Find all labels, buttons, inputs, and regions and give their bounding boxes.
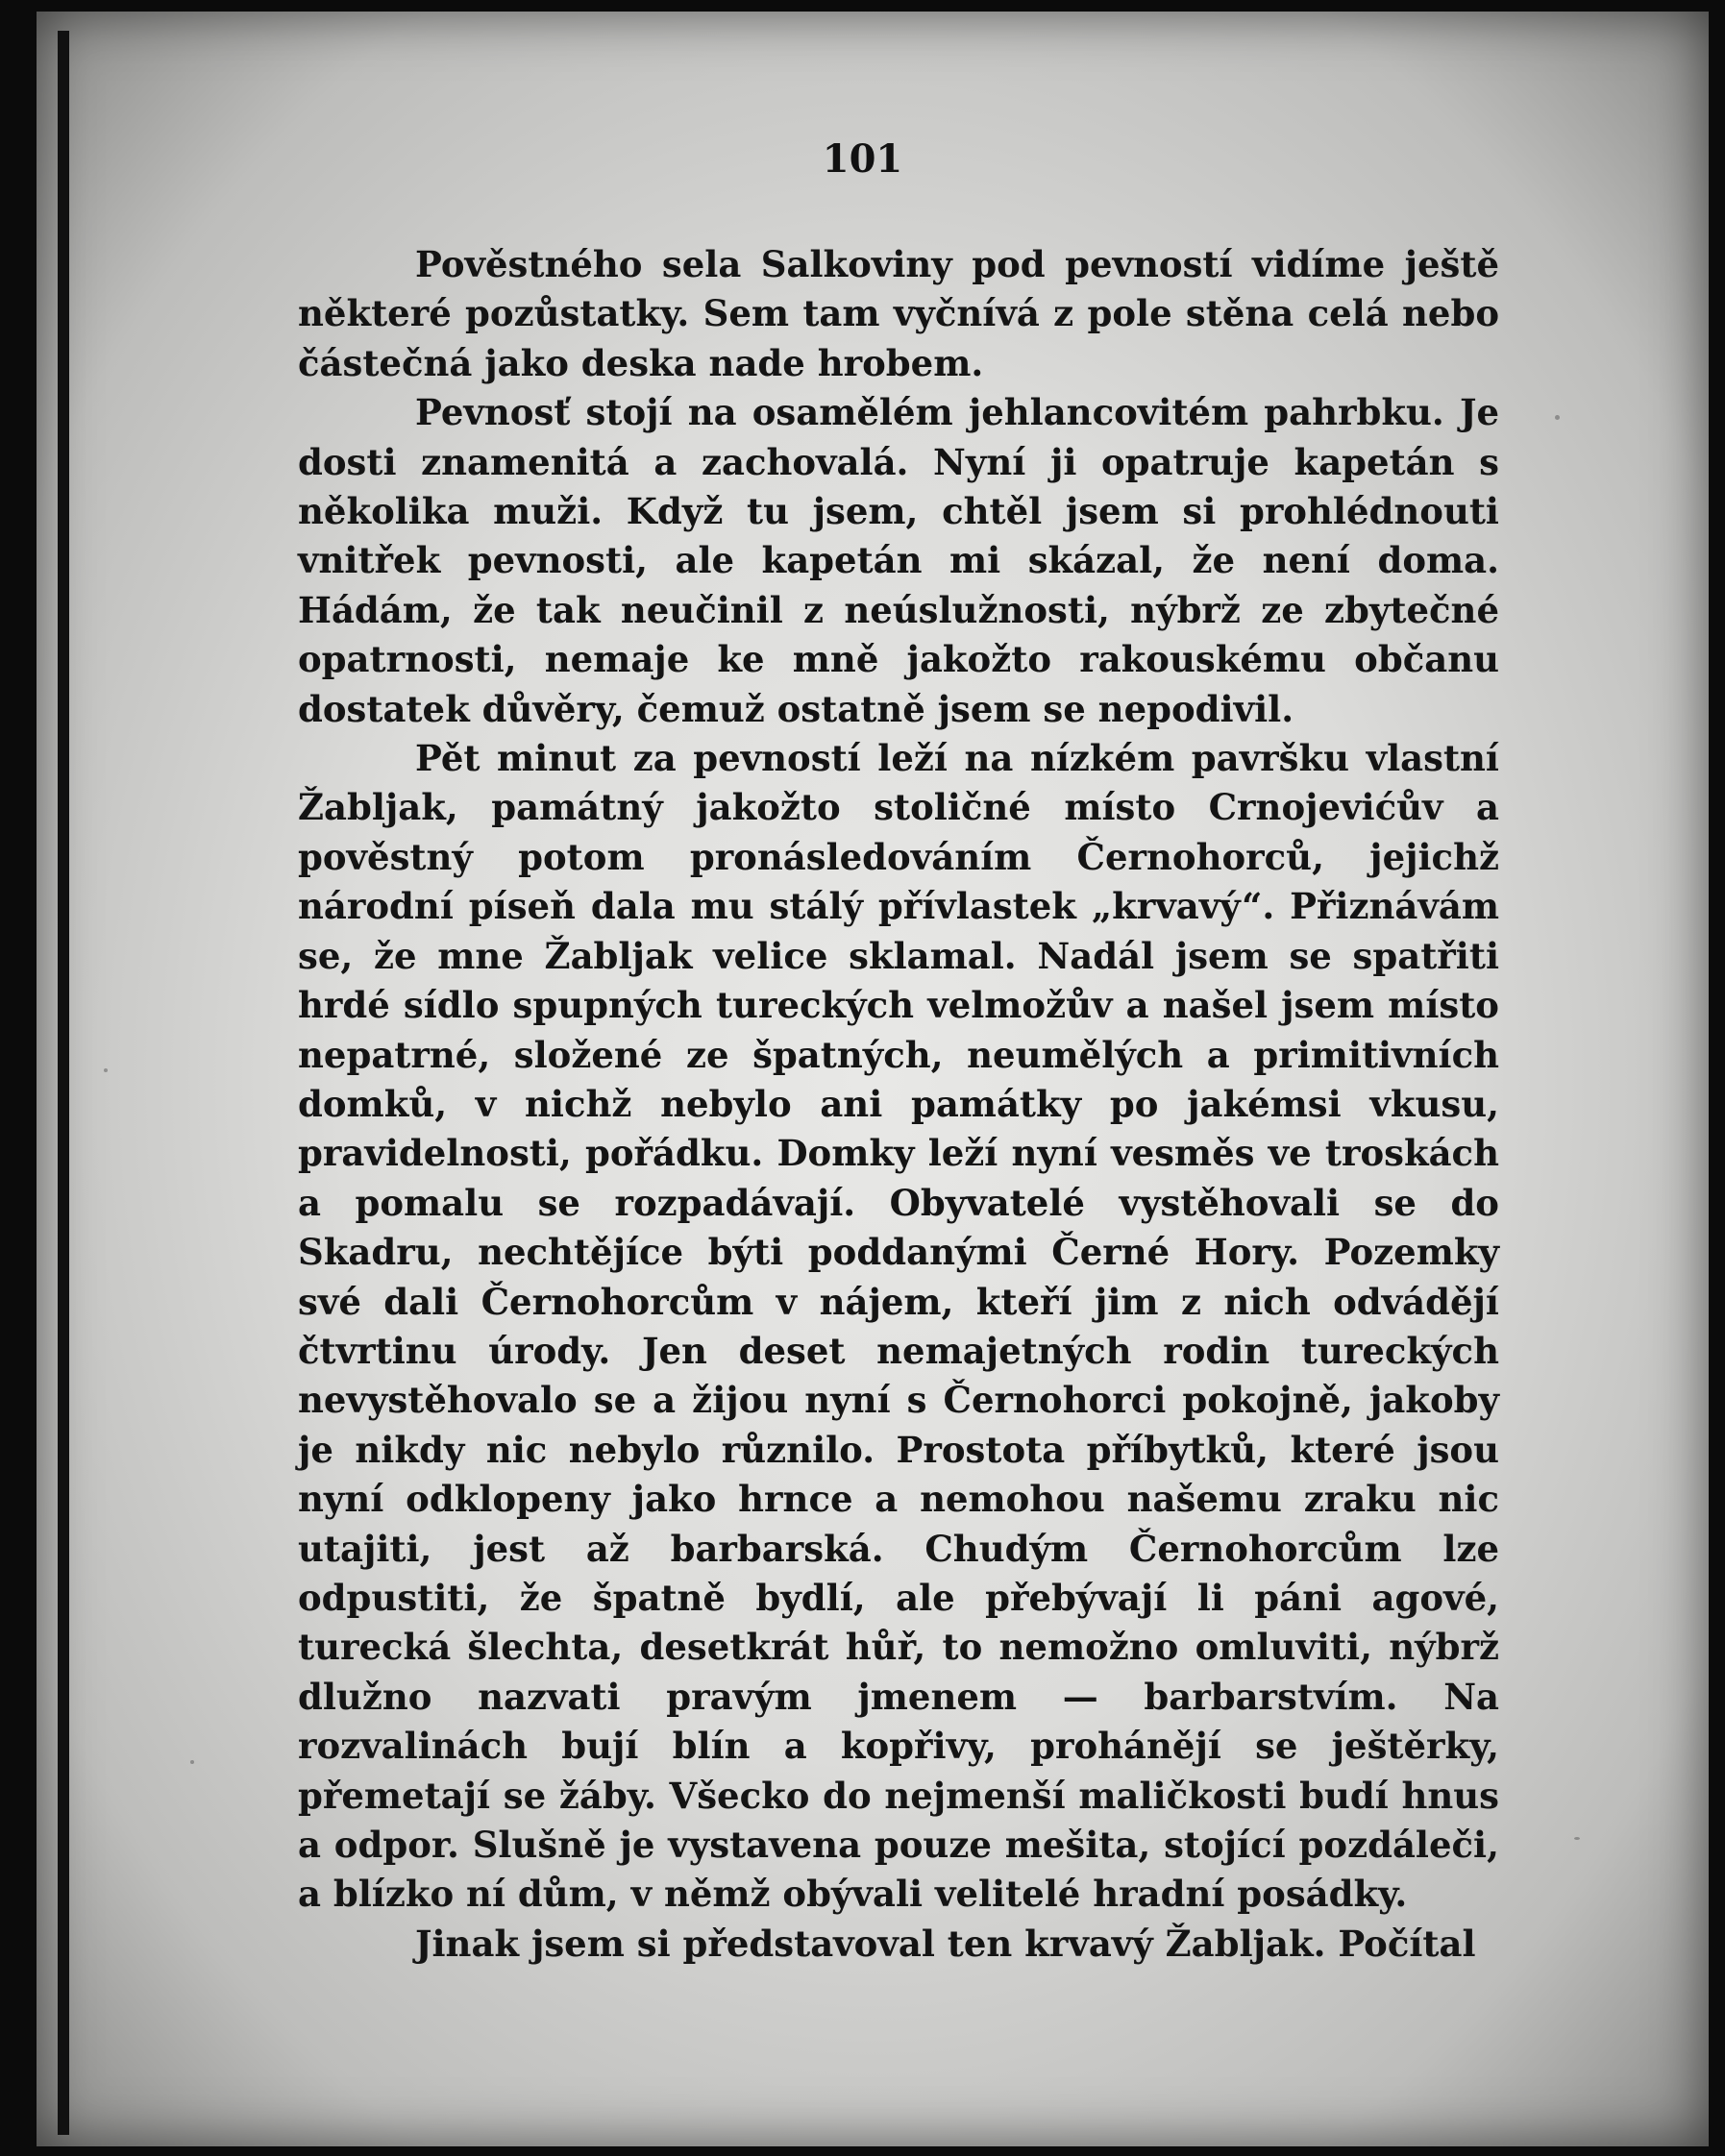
dust-speck [1555, 415, 1560, 420]
page-binding-edge [58, 31, 69, 2135]
dust-speck [1574, 1837, 1580, 1840]
body-text [298, 240, 1499, 1969]
dust-speck [190, 1760, 194, 1764]
page-number: 101 [822, 136, 903, 182]
paragraph-pevnost: Pevnosť stojí na osamělém jehlancovitém pahrbku. Je dosti znamenitá a zachovalá. Nyní ji opatruje kapetán s několika muži. Když tu jsem, chtěl jsem si prohlédnouti vnitřek pevnosti, ale kapetán mi skázal, že není doma. Hádám, že tak neučinil z neúslužnosti, nýbrž ze zbytečné opatrnosti, nemaje ke mně jakožto rakouskému občanu dostatek důvěry, čemuž ostatně jsem se nepodivil. [298, 391, 1499, 730]
dust-speck [104, 1068, 108, 1072]
paragraph-salkovina: Pověstného sela Salkoviny pod pevností vidíme ještě některé pozůstatky. Sem tam vyčnívá z pole stěna celá nebo částečná jako deska nade hrobem. [298, 243, 1499, 384]
paragraph-zabljak: Pět minut za pevností leží na nízkém pavršku vlastní Žabljak, památný jakožto stoličné místo Crnojevićův a pověstný potom pronásledováním Černohorců, jejichž národní píseň dala mu stálý přívlastek „krvavý“. Přiznávám se, že mne Žabljak velice sklamal. Nadál jsem se spatřiti hrdé sídlo spupných tureckých velmožův a našel jsem místo nepatrné, složené ze špatných, neumělých a primitivních domků, v nichž nebylo ani památky po jakémsi vkusu, pravidelnosti, pořádku. Domky leží nyní vesměs ve troskách a pomalu se rozpadávají. Obyvatelé vystěhovali se do Skadru, nechtějíce býti poddanými Černé Hory. Pozemky své dali Černohorcům v nájem, kteří jim z nich odvádějí čtvrtinu úrody. Jen deset nemajetných rodin tureckých nevystěhovalo se a žijou nyní s Černohorci pokojně, jakoby je nikdy nic nebylo různilo. Prostota příbytků, které jsou nyní odklopeny jako hrnce a nemohou našemu zraku nic utajiti, jest až barbarská. Chudým Černohorcům lze odpustiti, že špatně bydlí, ale přebývají li páni agové, turecká šlechta, desetkrát hůř, to nemožno omluviti, nýbrž dlužno nazvati pravým jmenem — barbarstvím. Na rozvalinách bujı́ blín a kopřivy, prohánějí se ještěrky, přemetají se žáby. Všecko do nejmenší maličkosti budí hnus a odpor. Slušně je vystavena pouze mešita, stojící pozdáleči, a blízko ní dům, v němž obývali velitelé hradní posádky. [298, 737, 1499, 1916]
paragraph-jinak: Jinak jsem si představoval ten krvavý Žabljak. Počítal [415, 1922, 1476, 1965]
